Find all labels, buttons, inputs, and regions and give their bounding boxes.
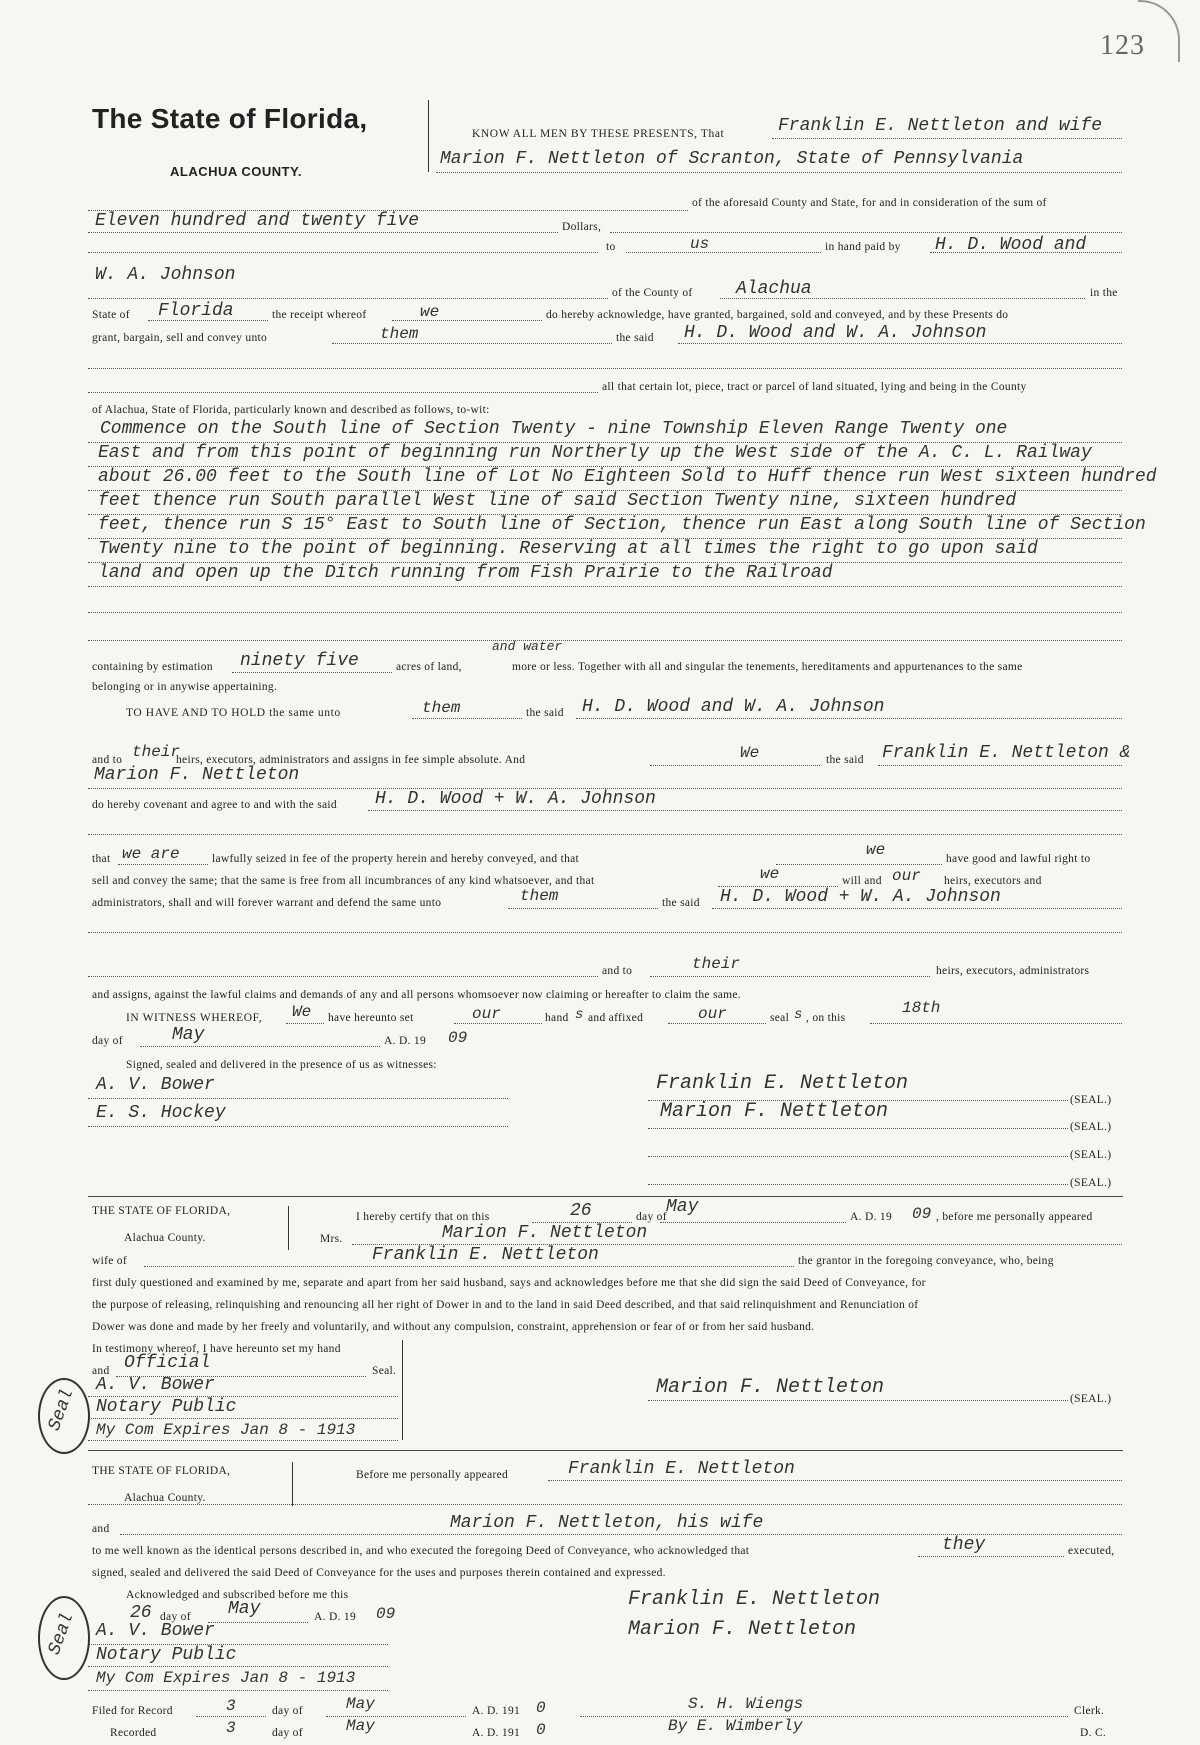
rec-deputy-signature: By E. Wimberly [668,1717,803,1735]
lawful-right: have good and lawful right to [946,853,1091,865]
section-rule [88,1450,1123,1451]
the-said-3: the said [826,754,864,766]
rec-clerk: Clerk. [1074,1705,1105,1717]
witness-day: 18th [902,999,941,1017]
description-line: land and open up the Ditch running from Fish Prairie to the Railroad [98,563,833,583]
seal-tag: (SEAL.) [1070,1121,1112,1133]
dower-day: 26 [570,1201,592,1221]
rec-recorded: Recorded [110,1727,157,1739]
description-line: Twenty nine to the point of beginning. Reserving at all times the right to go upon said [98,539,1038,559]
ack-name-1: Franklin E. Nettleton [568,1459,795,1479]
dower-testimony: In testimony whereof, I have hereunto set my hand [92,1343,341,1355]
covenant-we: we [866,841,886,859]
rec-year: 0 [536,1721,546,1739]
grantor-signature: Marion F. Nettleton [660,1100,889,1123]
witness-on-this: , on this [806,1012,846,1024]
ack-signed-text: signed, sealed and delivered the said Deed of Conveyance for the uses and purposes therein contained and expressed. [92,1567,666,1579]
witness-hands-s: s [575,1007,584,1023]
dower-mrs: Mrs. [320,1233,343,1245]
heirs-text-2: heirs, executors, administrators [936,965,1090,977]
dower-notary-line: My Com Expires Jan 8 - 1913 [96,1421,356,1439]
state-title: The State of Florida, [92,103,368,134]
covenant-label: do hereby covenant and agree to and with the said [92,799,337,811]
rec-clerk-signature: S. H. Wiengs [688,1695,804,1713]
ack-known-text: to me well known as the identical persons described in, and who executed the foregoing Deed of Conveyance, who acknowledged that [92,1545,750,1557]
county-label: of the County of [612,287,693,299]
ack-subscribed: Acknowledged and subscribed before me this [126,1589,349,1601]
acres-label: acres of land, [396,661,462,673]
grant-label: grant, bargain, sell and convey unto [92,332,268,344]
witness-hands: hand [545,1012,569,1024]
rec-filed-day: 3 [226,1697,236,1715]
witness-we: We [292,1003,312,1021]
ack-executed: executed, [1068,1545,1115,1557]
page-number: 123 [1100,30,1145,61]
dower-signature: Marion F. Nettleton [656,1376,885,1399]
the-said-2: the said [526,707,564,719]
more-less-text: more or less. Together with all and singular the tenements, hereditaments and appurtenances to the same [512,661,1023,673]
covenant-that: that [92,853,111,865]
in-the: in the [1090,287,1118,299]
aforesaid-text: of the aforesaid County and State, for and in consideration of the sum of [692,197,1047,209]
dower-notary-line: A. V. Bower [96,1375,215,1395]
the-said-1: the said [616,332,654,344]
dower-state: THE STATE OF FLORIDA, [92,1205,231,1217]
assigns-text: and assigns, against the lawful claims and demands of any and all persons whomsoever now claiming or hereafter to claim the same. [92,989,741,1001]
dower-bracket [288,1206,289,1250]
ack-notary-line: A. V. Bower [96,1621,215,1641]
ack-notary-line: Notary Public [96,1645,237,1665]
to-value: us [690,235,710,253]
heirs-exec: heirs, executors and [944,875,1042,887]
grantors-line1: Franklin E. Nettleton and wife [778,116,1103,136]
ack-notary-line: My Com Expires Jan 8 - 1913 [96,1669,356,1687]
dower-body-1: first duly questioned and examined by me, separate and apart from her said husband, says and acknowledges before me that she did sign the said Deed of Conveyance, for [92,1277,926,1289]
rec-ad: A. D. 191 [472,1705,521,1717]
rec-day-of: day of [272,1705,303,1717]
rec-filed-month: May [346,1695,375,1713]
rec-ad-2: A. D. 191 [472,1727,521,1739]
acreage-label: containing by estimation [92,661,213,673]
amount-words: Eleven hundred and twenty five [95,211,420,231]
dower-day-of: day of [636,1211,667,1223]
notary-seal-word: Seal [44,1610,79,1658]
covenant-names-2: H. D. Wood + W. A. Johnson [720,887,1001,907]
habendum-we: We [740,744,760,762]
ack-county: Alachua County. [124,1492,206,1504]
rec-day: 3 [226,1719,236,1737]
grantors-line2: Marion F. Nettleton of Scranton, State of Pennsylvania [440,149,1024,169]
ack-month: May [228,1599,261,1619]
dower-and: and [92,1365,110,1377]
rec-dc: D. C. [1080,1727,1107,1739]
dower-body-2: the purpose of releasing, relinquishing and renouncing all her right of Dower in and to the land in said Deed described, and that said relinquishment and Renunciation of [92,1299,919,1311]
seized-text: lawfully seized in fee of the property herein and hereby conveyed, and that [212,853,580,865]
ack-bracket [292,1462,293,1506]
county-value: Alachua [736,279,812,299]
acreage-value: ninety five [240,651,359,671]
witness-our-2: our [698,1005,727,1023]
habendum-label: TO HAVE AND TO HOLD the same unto [126,707,341,719]
grant-value: them [380,325,419,343]
ack-signature: Marion F. Nettleton [628,1618,857,1641]
belonging-text: belonging or in anywise appertaining. [92,681,278,693]
dower-testimony-bracket [402,1340,403,1440]
witness-affixed: and affixed [588,1012,644,1024]
rec-day-of-2: day of [272,1727,303,1739]
rec-month: May [346,1717,375,1735]
grant-names: H. D. Wood and W. A. Johnson [684,323,987,343]
seal-tag: (SEAL.) [1070,1149,1112,1161]
dower-wife-of: wife of [92,1255,127,1267]
witness-signature: E. S. Hockey [96,1103,226,1123]
sell-text: sell and convey the same; that the same is free from all incumbrances of any kind whatsoever, and that [92,875,595,887]
land-text-2: of Alachua, State of Florida, particularly known and described as follows, to-wit: [92,404,490,416]
section-rule [88,1196,1123,1197]
ack-name-2: Marion F. Nettleton, his wife [450,1513,764,1533]
witness-day-of: day of [92,1035,123,1047]
dower-official: Official [124,1353,211,1373]
dower-ad: A. D. 19 [850,1211,893,1223]
witness-our: our [472,1005,501,1023]
state-label: State of [92,309,130,321]
grantees-2: W. A. Johnson [95,265,236,285]
signed-text: Signed, sealed and delivered in the presence of us as witnesses: [126,1059,437,1071]
ack-before: Before me personally appeared [356,1469,509,1481]
dower-husband: Franklin E. Nettleton [372,1245,599,1265]
rec-filed: Filed for Record [92,1705,173,1717]
ack-ad: A. D. 19 [314,1611,357,1623]
habendum-names: H. D. Wood and W. A. Johnson [582,697,885,717]
dower-certify: I hereby certify that on this [356,1211,490,1223]
the-said-4: the said [662,897,700,909]
witness-ad: A. D. 19 [384,1035,427,1047]
dower-before: , before me personally appeared [936,1211,1093,1223]
grantor-signature: Franklin E. Nettleton [656,1072,909,1095]
inserted-words: and water [492,639,563,654]
seal-tag: (SEAL.) [1070,1393,1112,1405]
and-to-1: and to [92,754,123,766]
witness-set: have hereunto set [328,1012,414,1024]
habendum-their: their [132,743,181,761]
admin-text: administrators, shall and will forever warrant and defend the same unto [92,897,442,909]
covenant-their: their [692,955,741,973]
dower-body-3: Dower was done and made by her freely and voluntarily, and without any compulsion, constraint, apprehension or fear of or from her said husband. [92,1321,815,1333]
seal-tag: (SEAL.) [1070,1094,1112,1106]
covenant-our: our [892,867,921,885]
covenant-we-are: we are [122,845,180,863]
ack-year: 09 [376,1605,396,1623]
dower-county: Alachua County. [124,1232,206,1244]
land-text-1: all that certain lot, piece, tract or parcel of land situated, lying and being in the County [602,381,1027,393]
notary-seal-word: Seal [44,1386,79,1434]
county-heading: ALACHUA COUNTY. [170,164,302,179]
description-line: Commence on the South line of Section Twenty - nine Township Eleven Range Twenty one [100,419,1008,439]
witness-seals-s: s [794,1007,803,1023]
covenant-names: H. D. Wood + W. A. Johnson [375,789,656,809]
receipt-value: we [420,303,440,321]
receipt-label: the receipt whereof [272,309,367,321]
witness-seals: seal [770,1012,790,1024]
to-label: to [606,241,616,253]
witness-year: 09 [448,1029,468,1047]
acknowledge-text: do hereby acknowledge, have granted, bargained, sold and conveyed, and by these Presents do [546,309,1009,321]
ack-day-of: day of [160,1611,191,1623]
paid-by-label: in hand paid by [825,241,901,253]
witness-month: May [172,1025,205,1045]
will-and: will and [842,875,882,887]
dower-notary-line: Notary Public [96,1397,237,1417]
ack-state: THE STATE OF FLORIDA, [92,1465,231,1477]
dower-grantor-text: the grantor in the foregoing conveyance, who, being [798,1255,1054,1267]
and-to-2: and to [602,965,633,977]
grantees-1: H. D. Wood and [935,235,1087,255]
witness-label: IN WITNESS WHEREOF, [126,1012,263,1024]
description-line: East and from this point of beginning run Northerly up the West side of the A. C. L. Railway [98,443,1092,463]
habendum-grantors: Franklin E. Nettleton & [882,743,1131,763]
description-line: feet, thence run S 15° East to South line of Section, thence run East along South line of Section [98,515,1146,535]
dower-mrs-name: Marion F. Nettleton [442,1223,648,1243]
seal-tag: (SEAL.) [1070,1177,1112,1189]
witness-signature: A. V. Bower [96,1075,215,1095]
habendum-grantors-2: Marion F. Nettleton [94,765,300,785]
habendum-value: them [422,699,461,717]
dower-year: 09 [912,1205,932,1223]
preamble: KNOW ALL MEN BY THESE PRESENTS, That [472,128,725,140]
ack-and: and [92,1523,110,1535]
dollars-label: Dollars, [562,221,602,233]
dower-seal-label: Seal. [372,1365,397,1377]
ack-they: they [942,1535,986,1555]
ack-signature: Franklin E. Nettleton [628,1588,881,1611]
description-line: about 26.00 feet to the South line of Lot No Eighteen Sold to Huff thence run West sixteen hundred [98,467,1157,487]
rec-filed-year: 0 [536,1699,546,1717]
header-bracket [428,100,429,172]
ack-day: 26 [130,1603,152,1623]
covenant-we-2: we [760,865,780,883]
dower-month: May [666,1197,699,1217]
description-line: feet thence run South parallel West line of said Section Twenty nine, sixteen hundred [98,491,1017,511]
state-value: Florida [158,301,234,321]
heirs-text: heirs, executors, administrators and assigns in fee simple absolute. And [176,754,526,766]
covenant-them: them [520,887,559,905]
